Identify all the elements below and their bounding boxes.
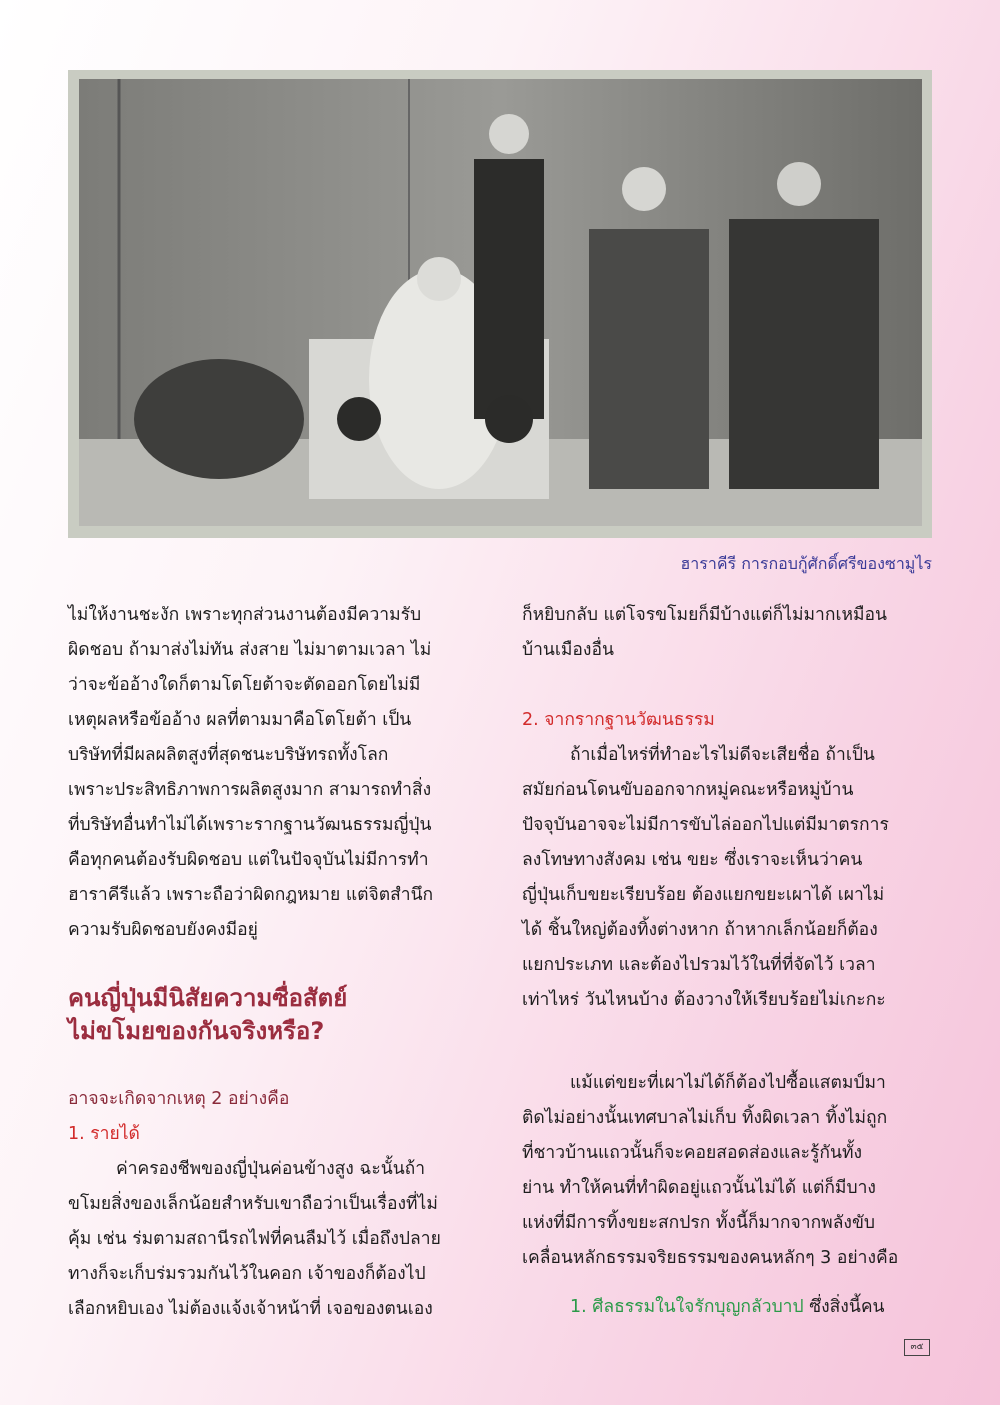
text-line: ความรับผิดชอบยังคงมีอยู่	[68, 920, 258, 940]
right-paragraph-3	[522, 1066, 932, 1276]
photo-frame	[68, 70, 932, 538]
text-line: ที่ชาวบ้านแถวนั้นก็จะคอยสอดส่องและรู้กันทั้ง	[522, 1143, 863, 1163]
text-line: ทางก็จะเก็บร่มรวมกันไว้ในคอก เจ้าของก็ต้องไป	[68, 1264, 426, 1284]
text-line: ลงโทษทางสังคม เช่น ขยะ ซึ่งเราจะเห็นว่าคน	[522, 850, 863, 870]
text-line: ย่าน ทำให้คนที่ทำผิดอยู่แถวนั้นไม่ได้ แต่ก็มีบาง	[522, 1178, 876, 1198]
text-line: ค่าครองชีพของญี่ปุ่นค่อนข้างสูง ฉะนั้นถ้า	[116, 1159, 426, 1179]
photo-caption: ฮาราคีรี การกอบกู้ศักดิ์ศรีของซามูไร	[680, 554, 932, 573]
point-2-heading: 2. จากรากฐานวัฒนธรรม	[522, 710, 715, 730]
right-paragraph-2	[522, 738, 932, 1018]
text-line: ปัจจุบันอาจจะไม่มีการขับไล่ออกไปแต่มีมาตรการ	[522, 815, 889, 835]
section-heading-line-1: คนญี่ปุ่นมีนิสัยความซื่อสัตย์	[68, 984, 348, 1012]
text-line: คุ้ม เช่น ร่มตามสถานีรถไฟที่คนลืมไว้ เมื่อถึงปลาย	[68, 1229, 441, 1249]
text-line: ไม่ให้งานชะงัก เพราะทุกส่วนงานต้องมีความรับ	[68, 605, 422, 625]
text-line: เท่าไหร่ วันไหนบ้าง ต้องวางให้เรียบร้อยไม่เกะกะ	[522, 990, 886, 1010]
text-line: ญี่ปุ่นเก็บขยะเรียบร้อย ต้องแยกขยะเผาได้ เผาไม่	[522, 885, 885, 905]
page-number: ๓๕	[904, 1339, 930, 1356]
text-line: ได้ ชิ้นใหญ่ต้องทิ้งต่างหาก ถ้าหากเล็กน้อยก็ต้อง	[522, 920, 878, 940]
text-line: เลือกหยิบเอง ไม่ต้องแจ้งเจ้าหน้าที่ เจอของตนเอง	[68, 1299, 433, 1319]
right-column	[522, 598, 932, 1325]
text-line: ฮาราคีรีแล้ว เพราะถือว่าผิดกฎหมาย แต่จิตสำนึก	[68, 885, 434, 905]
text-line: เคลื่อนหลักธรรมจริยธรรมของคนหลักๆ 3 อย่างคือ	[522, 1248, 899, 1268]
text-line: แห่งที่มีการทิ้งขยะสกปรก ทั้งนี้ก็มากจากพลังขับ	[522, 1213, 876, 1233]
text-line: บริษัทที่มีผลผลิตสูงที่สุดชนะบริษัทรถทั้งโลก	[68, 745, 389, 765]
text-line: คือทุกคนต้องรับผิดชอบ แต่ในปัจจุบันไม่มีการทำ	[68, 850, 429, 870]
point-1-heading: 1. รายได้	[68, 1124, 140, 1144]
list-item-1-label: 1. ศีลธรรมในใจรักบุญกลัวบาป	[570, 1297, 804, 1317]
text-line: สมัยก่อนโดนขับออกจากหมู่คณะหรือหมู่บ้าน	[522, 780, 854, 800]
text-line: ก็หยิบกลับ แต่โจรขโมยก็มีบ้างแต่ก็ไม่มากเหมือน	[522, 605, 888, 625]
text-line: ผิดชอบ ถ้ามาส่งไม่ทัน ส่งสาย ไม่มาตามเวลา ไม่	[68, 640, 432, 660]
right-paragraph-1	[522, 598, 932, 668]
text-line: เหตุผลหรือข้ออ้าง ผลที่ตามมาคือโตโยต้า เป็น	[68, 710, 412, 730]
text-line: ว่าจะข้ออ้างใดก็ตามโตโยต้าจะตัดออกโดยไม่มี	[68, 675, 421, 695]
text-line: แยกประเภท และต้องไปรวมไว้ในที่ที่จัดไว้ เวลา	[522, 955, 876, 975]
list-item-1	[522, 1290, 932, 1325]
left-paragraph-1	[68, 598, 478, 948]
text-line: ขโมยสิ่งของเล็กน้อยสำหรับเขาถือว่าเป็นเรื่องที่ไม่	[68, 1194, 438, 1214]
text-line: แม้แต่ขยะที่เผาไม่ได้ก็ต้องไปซื้อแสตมป์มา	[570, 1073, 886, 1093]
text-line: ที่บริษัทอื่นทำไม่ได้เพราะรากฐานวัฒนธรรมญี่ปุ่น	[68, 815, 432, 835]
samurai-harakiri-photo	[79, 79, 922, 526]
left-paragraph-2	[68, 1152, 478, 1327]
text-line: เพราะประสิทธิภาพการผลิตสูงมาก สามารถทำสิ่ง	[68, 780, 432, 800]
text-line: ติดไม่อย่างนั้นเทศบาลไม่เก็บ ทิ้งผิดเวลา ทิ้งไม่ถูก	[522, 1108, 888, 1128]
text-line: ถ้าเมื่อไหร่ที่ทำอะไรไม่ดีจะเสียชื่อ ถ้าเป็น	[570, 745, 875, 765]
section-heading-line-2: ไม่ขโมยของกันจริงหรือ?	[68, 1017, 325, 1045]
left-column	[68, 598, 478, 1327]
list-item-1-text: ซึ่งสิ่งนี้คน	[809, 1297, 885, 1317]
subheading: อาจจะเกิดจากเหตุ 2 อย่างคือ	[68, 1089, 290, 1109]
text-line: บ้านเมืองอื่น	[522, 640, 614, 660]
